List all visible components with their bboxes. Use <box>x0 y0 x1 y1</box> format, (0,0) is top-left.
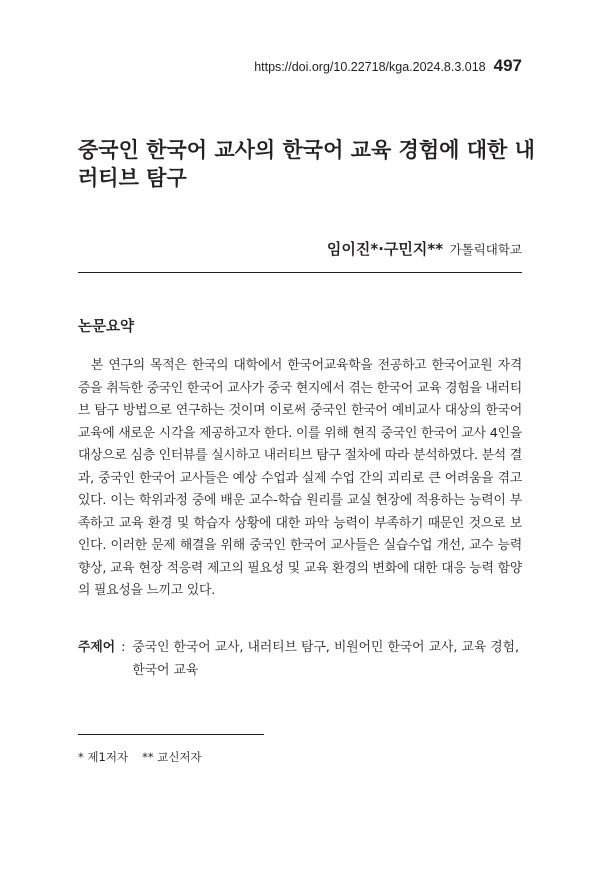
keywords-separator: : <box>121 640 126 655</box>
doi-link[interactable]: https://doi.org/10.22718/kga.2024.8.3.018 <box>254 60 486 74</box>
page-header <box>254 56 522 76</box>
paper-title: 중국인 한국어 교사의 한국어 교육 경험에 대한 내러티브 탐구 <box>78 138 535 190</box>
author-affiliation: 가톨릭대학교 <box>449 242 522 257</box>
title-divider <box>78 272 522 273</box>
keywords-label: 주제어 <box>78 640 116 655</box>
author-names: 임이진*·구민지** <box>326 240 444 258</box>
abstract-heading: 논문요약 <box>78 319 135 335</box>
keywords-text: 중국인 한국어 교사, 내러티브 탐구, 비원어민 한국어 교사, 교육 경험, 한국어 교육 <box>132 640 520 678</box>
footnote-divider <box>78 734 264 735</box>
keywords-block <box>78 637 522 682</box>
page-number: 497 <box>493 56 522 75</box>
author-line <box>327 238 522 259</box>
footnote-corresponding-author: ** 교신저자 <box>142 750 202 764</box>
footnote-first-author: * 제1저자 <box>78 750 129 764</box>
abstract-body: 본 연구의 목적은 한국의 대학에서 한국어교육학을 전공하고 한국어교원 자격증을 취득한 중국인 한국어 교사가 중국 현지에서 겪는 한국어 교육 경험을 내러티브 탐구 방법으로 연구하는 것이며 이로써 중국인 한국어 예비교사 대상의 한국어교육에 새로운 시각을 제공하고자 한다. 이를 위해 현직 중국인 한국어 교사 4인을 대상으로 심층 인터뷰를 실시하고 내러티브 탐구 절차에 따라 분석하였다. 분석 결과, 중국인 한국어 교사들은 예상 수업과 실제 수업 간의 괴리로 큰 어려움을 겪고 있다. 이는 학위과정 중에 배운 교수-학습 원리를 교실 현장에 적용하는 능력이 부족하고 교육 환경 및 학습자 상황에 대한 파악 능력이 부족하기 때문인 것으로 보인다. 이러한 문제 해결을 위해 중국인 한국어 교사들은 실습수업 개선, 교수 능력 향상, 교육 현장 적응력 제고의 필요성 및 교육 환경의 변화에 대한 대응 능력 함양의 필요성을 느끼고 있다. <box>78 358 522 598</box>
footnotes <box>78 749 202 765</box>
